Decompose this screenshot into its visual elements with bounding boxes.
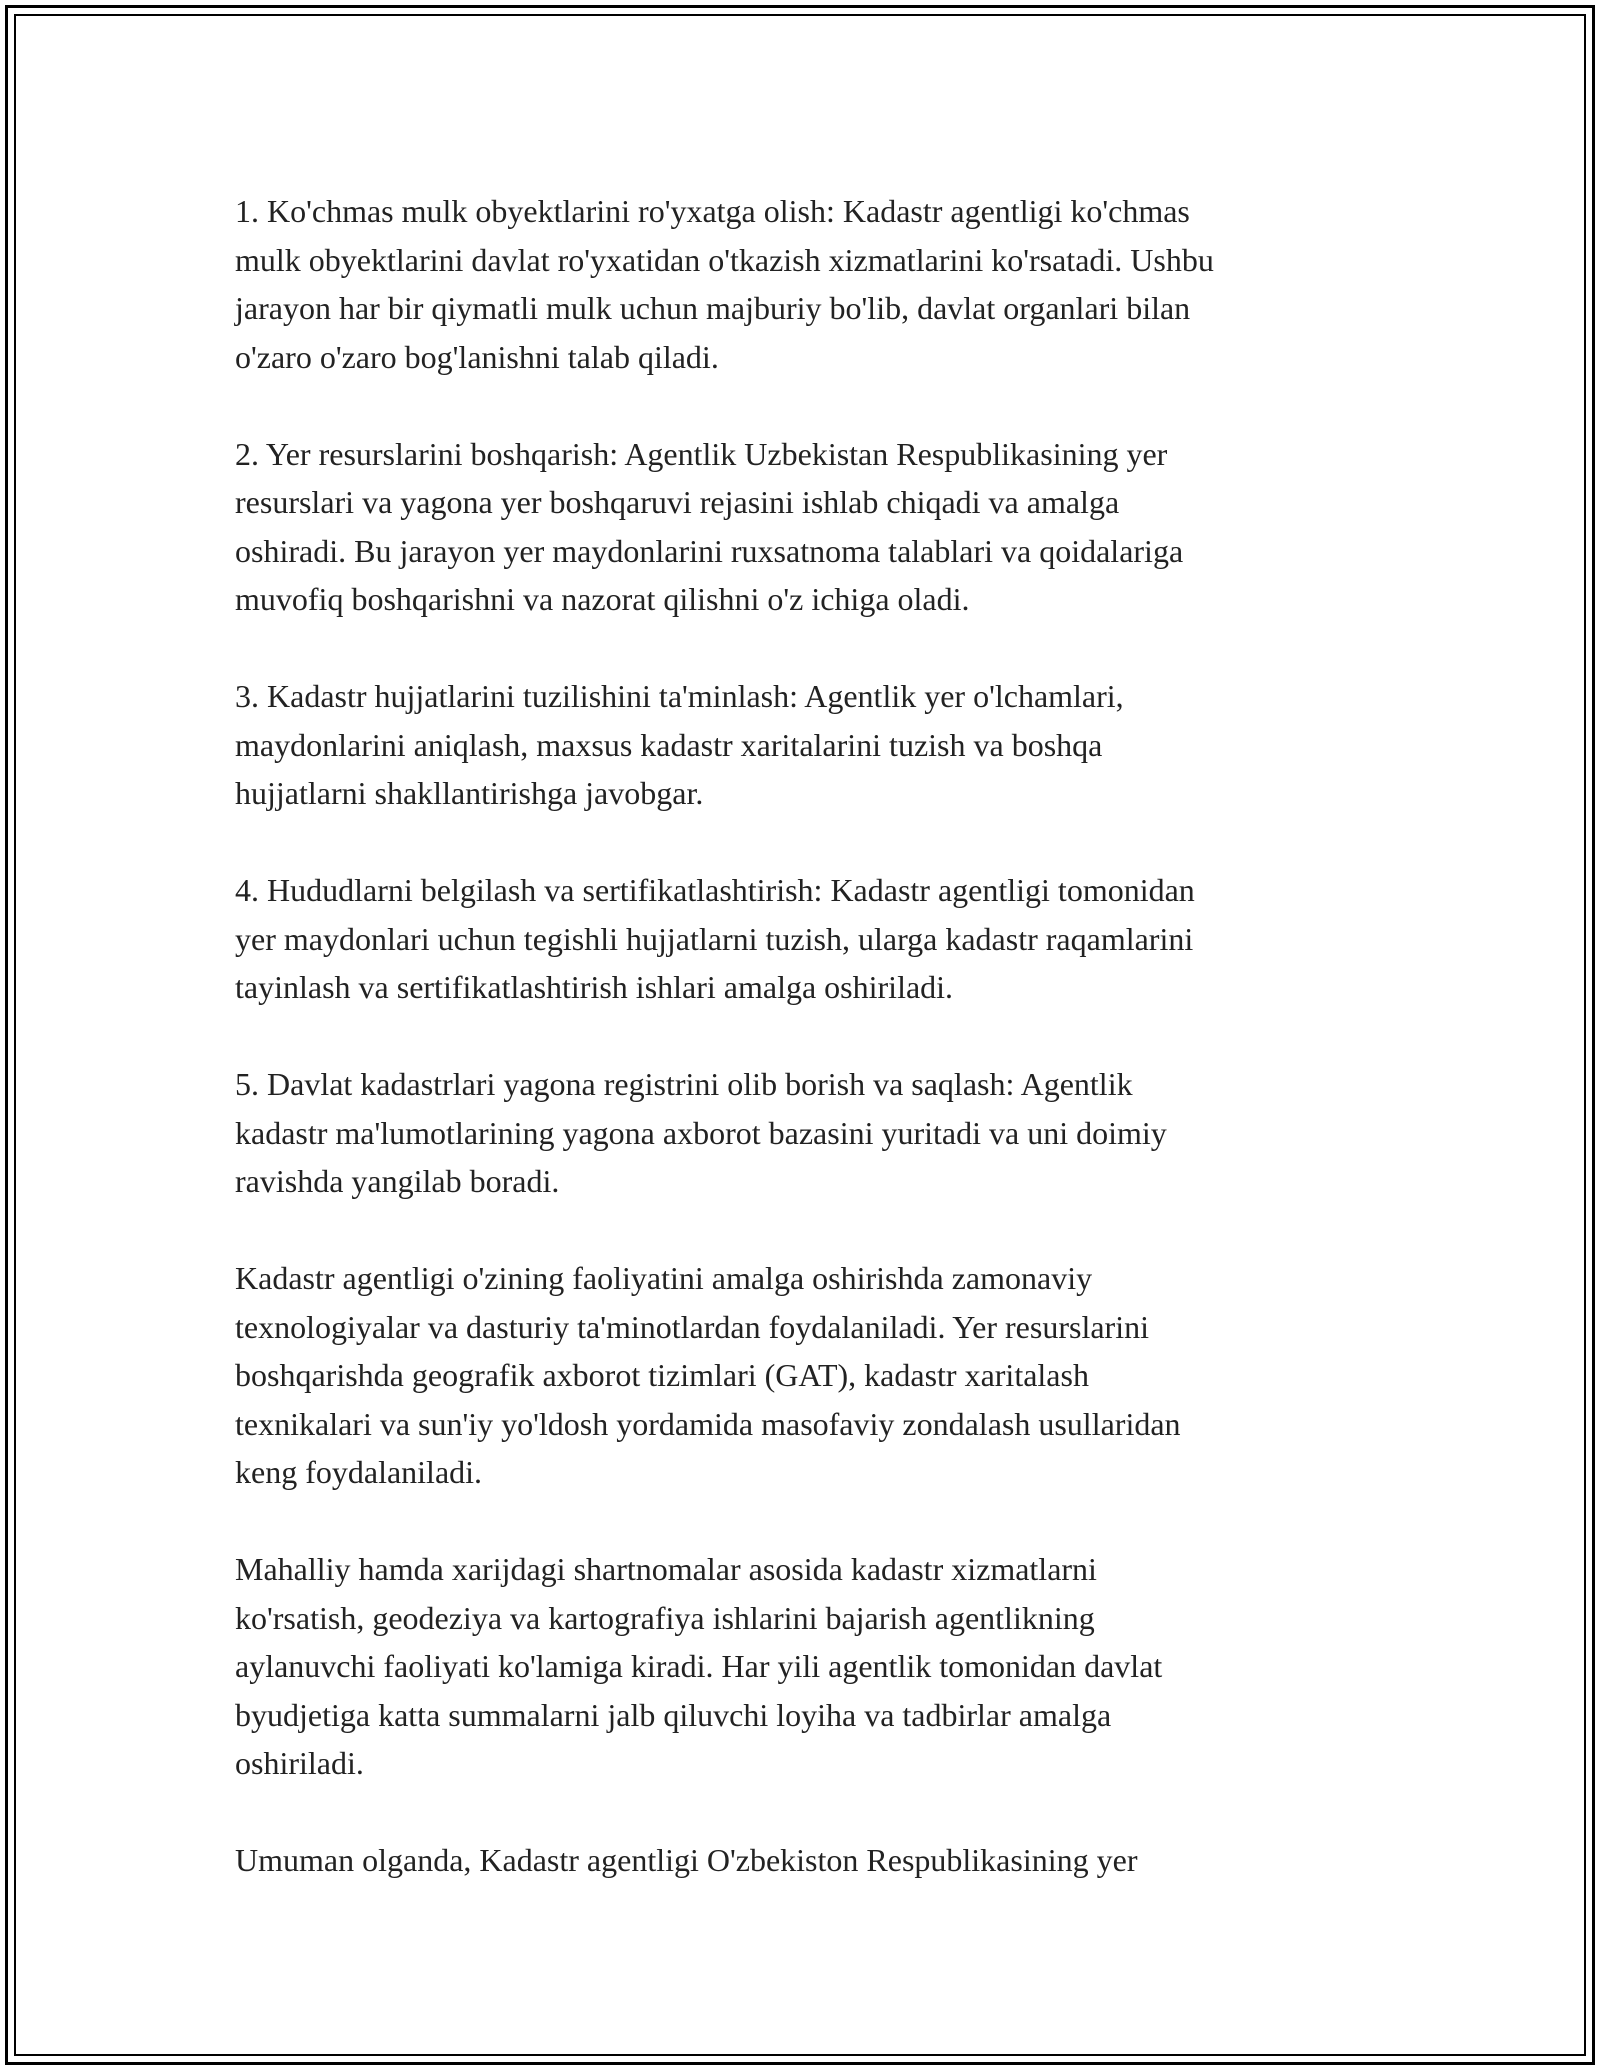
list-item-1-property-registration: 1. Ko'chmas mulk obyektlarini ro'yxatga olish: Kadastr agentligi ko'chmas mulk obyektlarini davlat ro'yxatidan o'tkazish xizmatlarini ko'rsatadi. Ushbu jarayon har bir qiymatli mulk uchun majburiy bo'lib, davlat organlari bilan o'zaro o'zaro bog'lanishni talab qiladi. [235, 193, 1214, 375]
paragraph-contracts: Mahalliy hamda xarijdagi shartnomalar asosida kadastr xizmatlarni ko'rsatish, geodeziya va kartografiya ishlarini bajarish agentlikning aylanuvchi faoliyati ko'lamiga kiradi. Har yili agentlik tomonidan davlat byudjetiga katta summalarni jalb qiluvchi loyiha va tadbirlar amalga oshiriladi. [235, 1551, 1163, 1781]
list-item-3-cadastral-documents: 3. Kadastr hujjatlarini tuzilishini ta'minlash: Agentlik yer o'lchamlari, maydonlarini aniqlash, maxsus kadastr xaritalarini tuzish va boshqa hujjatlarni shakllantirishga javobgar. [235, 678, 1124, 811]
list-item-5-unified-registry: 5. Davlat kadastrlari yagona registrini olib borish va saqlash: Agentlik kadastr ma'lumotlarining yagona axborot bazasini yuritadi va uni doimiy ravishda yangilab boradi. [235, 1066, 1167, 1199]
paragraph-technologies: Kadastr agentligi o'zining faoliyatini amalga oshirishda zamonaviy texnologiyalar va dasturiy ta'minotlardan foydalaniladi. Yer resurslarini boshqarishda geografik axborot tizimlari (GAT), kadastr xaritalash texnikalari va sun'iy yo'ldosh yordamida masofaviy zondalash usullaridan keng foydalaniladi. [235, 1260, 1181, 1490]
list-item-4-territory-certification: 4. Hududlarni belgilash va sertifikatlashtirish: Kadastr agentligi tomonidan yer maydonlari uchun tegishli hujjatlarni tuzish, ularga kadastr raqamlarini tayinlash va sertifikatlashtirish ishlari amalga oshiriladi. [235, 872, 1195, 1005]
document-body [235, 187, 1375, 1885]
list-item-2-land-resource-management: 2. Yer resurslarini boshqarish: Agentlik Uzbekistan Respublikasining yer resurslari va yagona yer boshqaruvi rejasini ishlab chiqadi va amalga oshiradi. Bu jarayon yer maydonlarini ruxsatnoma talablari va qoidalariga muvofiq boshqarishni va nazorat qilishni o'z ichiga oladi. [235, 435, 1184, 617]
paragraph-conclusion: Umuman olganda, Kadastr agentligi O'zbekiston Respublikasining yer [235, 1842, 1138, 1878]
